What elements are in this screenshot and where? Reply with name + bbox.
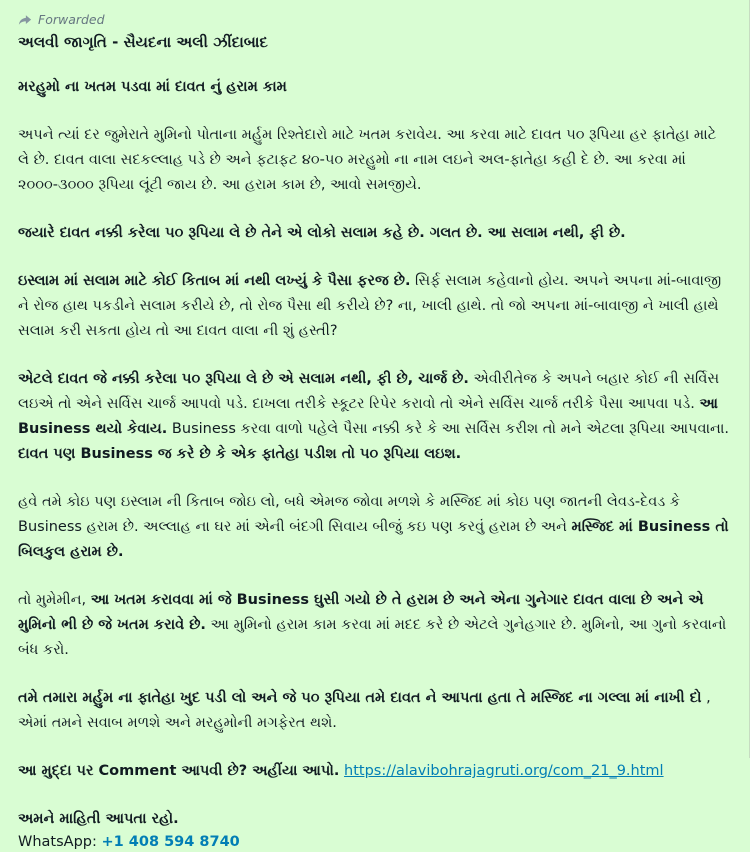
whatsapp-number-link[interactable]: +1 408 594 8740 — [101, 834, 240, 850]
comment-link[interactable]: https://alavibohrajagruti.org/com_21_9.html — [344, 763, 664, 779]
closing-line: અમને માહિતી આપતા રહો. — [18, 811, 179, 827]
whatsapp-line — [18, 832, 731, 852]
message-heading: મરહુમો ના ખતમ પડવા માં દાવત નું હરામ કામ — [18, 79, 287, 95]
forwarded-label: Forwarded — [38, 12, 105, 27]
paragraph-4-text-2: Business કરવા વાળો પહેલે પૈસા નક્કી કરે કે આ સર્વિસ કરીશ તો મને એટલા રૂપિયા આપવાના. — [167, 421, 730, 437]
paragraph-4-bold-2: આ Business થયો કેવાય. — [18, 396, 718, 437]
paragraph-3 — [18, 269, 731, 344]
paragraph-8 — [18, 759, 731, 784]
paragraph-5 — [18, 490, 731, 565]
paragraph-3-text: સિર્ફ સલામ કહેવાનો હોય. અપને અપના માં-બાવાજી ને રોજ હાથ પકડીને સલામ કરીયે છે, તો રોજ પૈસા થી કરીયે છે? ના, ખાલી હાથે. તો જો અપના માં-બાવાજી ને ખાલી હાથે સલામ કરી સકતા હોય તો આ દાવત વાલા ની શું હસ્તી? — [18, 273, 722, 339]
paragraph-1: અપને ત્યાં દર જુમેરાતે મુમિનો પોતાના મર્હુમ રિશ્તેદારો માટે ખતમ કરાવેય. આ કરવા માટે દાવત ૫૦ રૂપિયા હર ફાતેહા માટે લે છે. દાવત વાલા સદકલ્લાહ પડે છે અને ફટાફટ ૪૦-૫૦ મરહુમો ના નામ લઇને અલ-ફાતેહા કહી દે છે. આ કરવા માં ૨૦૦૦-૩૦૦૦ રૂપિયા લૂંટી જાય છે. આ હરામ કામ છે, આવો સમજીયે. — [18, 127, 717, 193]
paragraph-5-text: હવે તમે કોઇ પણ ઇસ્લામ ની કિતાબ જોઇ લો, બધે એમજ જોવા મળશે કે મસ્જિદ માં કોઇ પણ જાતની લેવડ-દેવડ કે Business હરામ છે. અલ્લાહ ના ઘર માં એની બંદગી સિવાય બીજું કઇ પણ કરવું હરામ છે અને — [18, 494, 681, 535]
paragraph-3-bold: ઇસ્લામ માં સલામ માટે કોઈ કિતાબ માં નથી લખ્યું કે પૈસા ફરજ છે. — [18, 273, 411, 289]
paragraph-6 — [18, 588, 731, 663]
paragraph-7-text: , એમાં તમને સવાબ મળશે અને મરહુમોની મગફેરત થશે. — [18, 690, 711, 731]
forwarded-indicator — [18, 12, 731, 27]
paragraph-6-text-2: આ મુમિનો હરામ કામ કરવા માં મદદ કરે છે એટલે ગુનેહગાર છે. મુમિનો, આ ગુનો કરવાનો બંધ કરો. — [18, 617, 727, 658]
paragraph-4-text-1: એવીરીતેજ કે અપને બહાર કોઈ ની સર્વિસ લઇએ તો એને સર્વિસ ચાર્જ આપવો પડે. દાખલા તરીકે સ્કૂટર રિપેર કરાવો તો એને સર્વિસ ચાર્જ તરીકે પૈસા આપવા પડે. — [18, 371, 720, 412]
paragraph-6-text-1: તો મુમેમીન, — [18, 592, 91, 608]
paragraph-7-bold: તમે તમારા મર્હુમ ના ફાતેહા ખુદ પડી લો અને જે ૫૦ રૂપિયા તમે દાવત ને આપતા હતા તે મસ્જિદ ના ગલ્લા માં નાખી દો — [18, 690, 702, 706]
paragraph-6-bold: આ ખતમ કરાવવા માં જે Business ઘુસી ગયો છે તે હરામ છે અને એના ગુનેગાર દાવત વાલા છે અને એ મુમિનો ભી છે જે ખતમ કરાવે છે. — [18, 592, 704, 633]
paragraph-4 — [18, 367, 731, 467]
paragraph-4-bold-1: એટલે દાવત જે નક્કી કરેલા ૫૦ રૂપિયા લે છે એ સલામ નથી, ફી છે, ચાર્જ છે. — [18, 371, 469, 387]
paragraph-2: જયારે દાવત નક્કી કરેલા ૫૦ રૂપિયા લે છે તેને એ લોકો સલામ કહે છે. ગલત છે. આ સલામ નથી, ફી છે. — [18, 225, 626, 241]
message-title: અલવી જાગૃતિ - સૈયદના અલી ઝીંદાબાદ — [18, 33, 268, 51]
paragraph-8-bold: આ મુદ્દા પર Comment આપવી છે? અહીંયા આપો. — [18, 763, 340, 779]
paragraph-7 — [18, 686, 731, 736]
forward-arrow-icon — [18, 14, 32, 26]
paragraph-4-bold-3: દાવત પણ Business જ કરે છે કે એક ફાતેહા પડીશ તો ૫૦ રૂપિયા લઇશ. — [18, 446, 462, 462]
whatsapp-label: WhatsApp: — [18, 834, 102, 850]
paragraph-5-bold: મસ્જિદ માં Business તો બિલકુલ હરામ છે. — [18, 519, 729, 560]
